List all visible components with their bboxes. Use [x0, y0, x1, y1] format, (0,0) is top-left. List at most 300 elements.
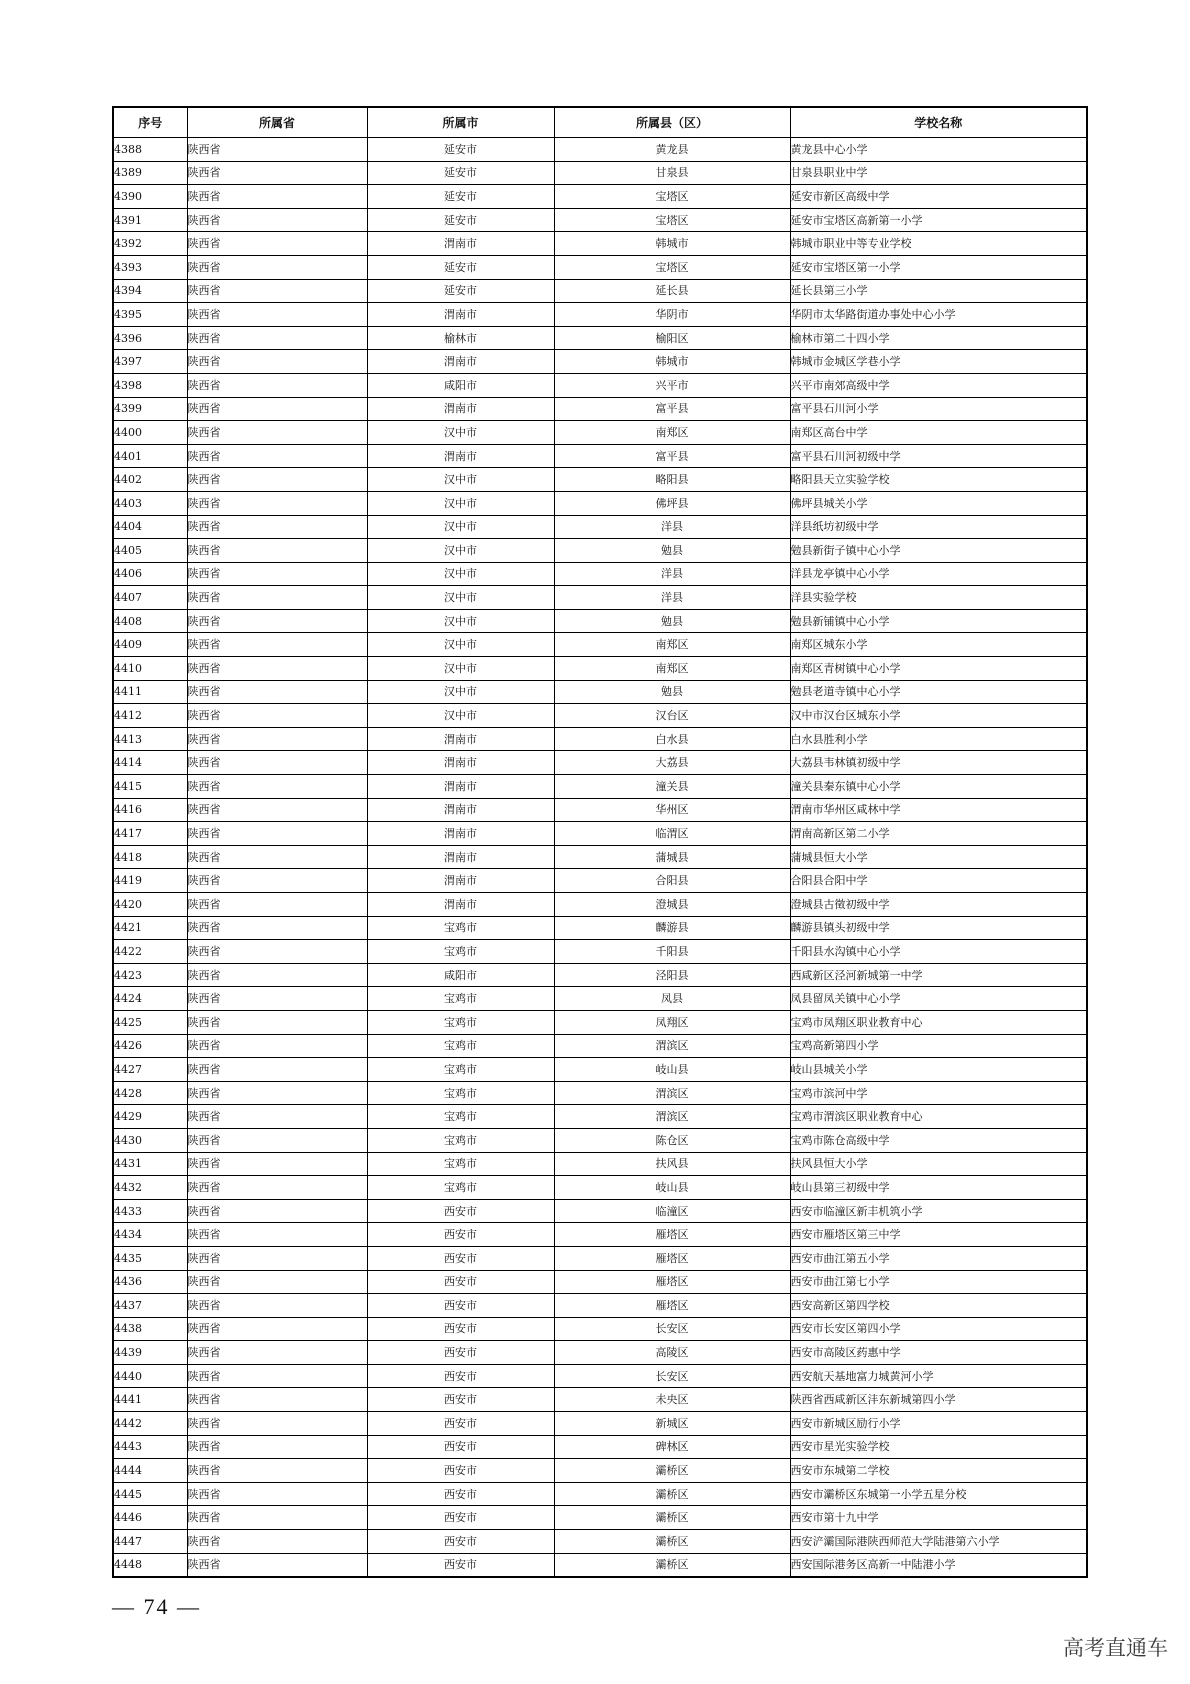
cell-seq: 4396	[113, 326, 187, 350]
table-row	[113, 1010, 1087, 1034]
cell-city: 宝鸡市	[367, 1152, 554, 1176]
table-row	[113, 1034, 1087, 1058]
cell-province: 陕西省	[187, 775, 367, 799]
cell-school-name: 洋县龙亭镇中心小学	[790, 562, 1087, 586]
table-row	[113, 727, 1087, 751]
table-row	[113, 303, 1087, 327]
cell-school-name: 西安市新城区励行小学	[790, 1412, 1087, 1436]
cell-province: 陕西省	[187, 373, 367, 397]
cell-city: 汉中市	[367, 680, 554, 704]
cell-city: 汉中市	[367, 539, 554, 563]
table-row	[113, 491, 1087, 515]
cell-county: 韩城市	[554, 350, 790, 374]
table-row	[113, 1081, 1087, 1105]
cell-province: 陕西省	[187, 1412, 367, 1436]
cell-seq: 4402	[113, 468, 187, 492]
cell-city: 延安市	[367, 208, 554, 232]
cell-county: 华阴市	[554, 303, 790, 327]
cell-province: 陕西省	[187, 1128, 367, 1152]
table-row	[113, 586, 1087, 610]
cell-province: 陕西省	[187, 586, 367, 610]
cell-province: 陕西省	[187, 1435, 367, 1459]
cell-county: 富平县	[554, 397, 790, 421]
cell-city: 渭南市	[367, 350, 554, 374]
cell-school-name: 渭南高新区第二小学	[790, 822, 1087, 846]
cell-county: 潼关县	[554, 775, 790, 799]
cell-school-name: 西安市高陵区药惠中学	[790, 1341, 1087, 1365]
cell-province: 陕西省	[187, 1506, 367, 1530]
cell-city: 延安市	[367, 255, 554, 279]
cell-county: 南郑区	[554, 633, 790, 657]
cell-school-name: 凤县留凤关镇中心小学	[790, 987, 1087, 1011]
cell-school-name: 西安市第十九中学	[790, 1506, 1087, 1530]
cell-province: 陕西省	[187, 680, 367, 704]
cell-province: 陕西省	[187, 397, 367, 421]
cell-county: 延长县	[554, 279, 790, 303]
cell-school-name: 陕西省西咸新区沣东新城第四小学	[790, 1388, 1087, 1412]
cell-province: 陕西省	[187, 468, 367, 492]
cell-seq: 4424	[113, 987, 187, 1011]
cell-county: 雁塔区	[554, 1246, 790, 1270]
cell-city: 西安市	[367, 1530, 554, 1554]
cell-city: 渭南市	[367, 775, 554, 799]
cell-province: 陕西省	[187, 1482, 367, 1506]
cell-school-name: 岐山县城关小学	[790, 1058, 1087, 1082]
cell-county: 临潼区	[554, 1199, 790, 1223]
cell-county: 勉县	[554, 539, 790, 563]
cell-school-name: 大荔县韦林镇初级中学	[790, 751, 1087, 775]
cell-seq: 4416	[113, 798, 187, 822]
cell-seq: 4432	[113, 1176, 187, 1200]
cell-seq: 4391	[113, 208, 187, 232]
cell-county: 凤县	[554, 987, 790, 1011]
cell-city: 西安市	[367, 1199, 554, 1223]
table-row	[113, 208, 1087, 232]
cell-school-name: 西安市曲江第七小学	[790, 1270, 1087, 1294]
cell-city: 汉中市	[367, 704, 554, 728]
cell-seq: 4409	[113, 633, 187, 657]
table-row	[113, 940, 1087, 964]
cell-school-name: 西咸新区泾河新城第一中学	[790, 963, 1087, 987]
table-row	[113, 1364, 1087, 1388]
cell-province: 陕西省	[187, 1270, 367, 1294]
table-row	[113, 1294, 1087, 1318]
cell-school-name: 宝鸡市陈仓高级中学	[790, 1128, 1087, 1152]
cell-county: 宝塔区	[554, 185, 790, 209]
cell-city: 延安市	[367, 279, 554, 303]
cell-school-name: 勉县新街子镇中心小学	[790, 539, 1087, 563]
cell-province: 陕西省	[187, 1530, 367, 1554]
cell-school-name: 西安航天基地富力城黄河小学	[790, 1364, 1087, 1388]
table-row	[113, 1412, 1087, 1436]
table-row	[113, 232, 1087, 256]
cell-city: 汉中市	[367, 633, 554, 657]
cell-school-name: 延安市新区高级中学	[790, 185, 1087, 209]
cell-city: 西安市	[367, 1412, 554, 1436]
table-row	[113, 1435, 1087, 1459]
table-row	[113, 1388, 1087, 1412]
cell-seq: 4441	[113, 1388, 187, 1412]
table-row	[113, 822, 1087, 846]
cell-seq: 4422	[113, 940, 187, 964]
cell-city: 西安市	[367, 1223, 554, 1247]
cell-seq: 4444	[113, 1459, 187, 1483]
cell-city: 宝鸡市	[367, 1128, 554, 1152]
cell-city: 汉中市	[367, 586, 554, 610]
table-row	[113, 1482, 1087, 1506]
cell-county: 泾阳县	[554, 963, 790, 987]
cell-county: 渭滨区	[554, 1081, 790, 1105]
cell-school-name: 延长县第三小学	[790, 279, 1087, 303]
table-row	[113, 185, 1087, 209]
cell-city: 汉中市	[367, 421, 554, 445]
table-row	[113, 1553, 1087, 1577]
cell-province: 陕西省	[187, 515, 367, 539]
cell-city: 西安市	[367, 1270, 554, 1294]
cell-seq: 4433	[113, 1199, 187, 1223]
cell-city: 渭南市	[367, 822, 554, 846]
cell-seq: 4429	[113, 1105, 187, 1129]
cell-seq: 4419	[113, 869, 187, 893]
cell-school-name: 韩城市职业中等专业学校	[790, 232, 1087, 256]
table-row	[113, 1317, 1087, 1341]
cell-province: 陕西省	[187, 491, 367, 515]
cell-county: 大荔县	[554, 751, 790, 775]
cell-county: 渭滨区	[554, 1105, 790, 1129]
cell-province: 陕西省	[187, 1459, 367, 1483]
cell-seq: 4413	[113, 727, 187, 751]
cell-province: 陕西省	[187, 303, 367, 327]
cell-seq: 4436	[113, 1270, 187, 1294]
table-row	[113, 916, 1087, 940]
cell-province: 陕西省	[187, 609, 367, 633]
cell-province: 陕西省	[187, 893, 367, 917]
cell-seq: 4389	[113, 161, 187, 185]
cell-city: 宝鸡市	[367, 1105, 554, 1129]
cell-city: 西安市	[367, 1435, 554, 1459]
cell-seq: 4439	[113, 1341, 187, 1365]
cell-province: 陕西省	[187, 539, 367, 563]
cell-seq: 4398	[113, 373, 187, 397]
cell-county: 榆阳区	[554, 326, 790, 350]
cell-school-name: 澄城县古徵初级中学	[790, 893, 1087, 917]
table-row	[113, 869, 1087, 893]
cell-city: 汉中市	[367, 562, 554, 586]
cell-city: 渭南市	[367, 798, 554, 822]
cell-school-name: 扶风县恒大小学	[790, 1152, 1087, 1176]
header-county: 所属县（区）	[554, 107, 790, 138]
cell-province: 陕西省	[187, 633, 367, 657]
cell-county: 渭滨区	[554, 1034, 790, 1058]
cell-province: 陕西省	[187, 279, 367, 303]
cell-school-name: 略阳县天立实验学校	[790, 468, 1087, 492]
cell-province: 陕西省	[187, 326, 367, 350]
cell-county: 南郑区	[554, 657, 790, 681]
cell-school-name: 黄龙县中心小学	[790, 138, 1087, 162]
cell-seq: 4443	[113, 1435, 187, 1459]
cell-city: 延安市	[367, 138, 554, 162]
cell-province: 陕西省	[187, 1294, 367, 1318]
table-body	[113, 138, 1087, 1578]
header-school-name: 学校名称	[790, 107, 1087, 138]
cell-city: 西安市	[367, 1317, 554, 1341]
cell-province: 陕西省	[187, 1034, 367, 1058]
cell-province: 陕西省	[187, 1317, 367, 1341]
cell-city: 渭南市	[367, 751, 554, 775]
cell-province: 陕西省	[187, 421, 367, 445]
table-row	[113, 1459, 1087, 1483]
cell-city: 汉中市	[367, 657, 554, 681]
cell-city: 宝鸡市	[367, 1081, 554, 1105]
cell-county: 南郑区	[554, 421, 790, 445]
cell-school-name: 富平县石川河小学	[790, 397, 1087, 421]
cell-city: 渭南市	[367, 397, 554, 421]
cell-seq: 4403	[113, 491, 187, 515]
cell-county: 长安区	[554, 1364, 790, 1388]
table-row	[113, 775, 1087, 799]
cell-province: 陕西省	[187, 1553, 367, 1577]
cell-seq: 4421	[113, 916, 187, 940]
cell-seq: 4399	[113, 397, 187, 421]
cell-county: 新城区	[554, 1412, 790, 1436]
cell-county: 洋县	[554, 586, 790, 610]
cell-province: 陕西省	[187, 1105, 367, 1129]
table-row	[113, 350, 1087, 374]
cell-city: 渭南市	[367, 303, 554, 327]
cell-seq: 4400	[113, 421, 187, 445]
cell-province: 陕西省	[187, 1246, 367, 1270]
header-province: 所属省	[187, 107, 367, 138]
table-row	[113, 633, 1087, 657]
cell-seq: 4440	[113, 1364, 187, 1388]
cell-seq: 4406	[113, 562, 187, 586]
cell-school-name: 西安市曲江第五小学	[790, 1246, 1087, 1270]
cell-province: 陕西省	[187, 562, 367, 586]
table-row	[113, 279, 1087, 303]
cell-county: 凤翔区	[554, 1010, 790, 1034]
cell-school-name: 甘泉县职业中学	[790, 161, 1087, 185]
cell-province: 陕西省	[187, 1081, 367, 1105]
cell-province: 陕西省	[187, 798, 367, 822]
cell-county: 未央区	[554, 1388, 790, 1412]
cell-seq: 4393	[113, 255, 187, 279]
table-row	[113, 798, 1087, 822]
cell-city: 宝鸡市	[367, 1058, 554, 1082]
cell-province: 陕西省	[187, 1152, 367, 1176]
cell-province: 陕西省	[187, 161, 367, 185]
table-row	[113, 1128, 1087, 1152]
table-row	[113, 680, 1087, 704]
cell-seq: 4418	[113, 845, 187, 869]
cell-city: 渭南市	[367, 727, 554, 751]
cell-seq: 4390	[113, 185, 187, 209]
table-row	[113, 1152, 1087, 1176]
cell-school-name: 岐山县第三初级中学	[790, 1176, 1087, 1200]
cell-county: 岐山县	[554, 1176, 790, 1200]
table-row	[113, 1506, 1087, 1530]
cell-county: 澄城县	[554, 893, 790, 917]
cell-city: 汉中市	[367, 468, 554, 492]
cell-city: 宝鸡市	[367, 1010, 554, 1034]
cell-seq: 4448	[113, 1553, 187, 1577]
cell-province: 陕西省	[187, 822, 367, 846]
cell-city: 咸阳市	[367, 373, 554, 397]
cell-seq: 4430	[113, 1128, 187, 1152]
cell-school-name: 榆林市第二十四小学	[790, 326, 1087, 350]
cell-school-name: 宝鸡市滨河中学	[790, 1081, 1087, 1105]
cell-province: 陕西省	[187, 1223, 367, 1247]
cell-seq: 4392	[113, 232, 187, 256]
cell-school-name: 华阴市太华路街道办事处中心小学	[790, 303, 1087, 327]
cell-city: 西安市	[367, 1364, 554, 1388]
cell-province: 陕西省	[187, 208, 367, 232]
cell-city: 宝鸡市	[367, 916, 554, 940]
cell-city: 咸阳市	[367, 963, 554, 987]
cell-school-name: 西安市长安区第四小学	[790, 1317, 1087, 1341]
cell-province: 陕西省	[187, 1010, 367, 1034]
table-row	[113, 1341, 1087, 1365]
table-row	[113, 751, 1087, 775]
cell-seq: 4446	[113, 1506, 187, 1530]
cell-seq: 4401	[113, 444, 187, 468]
cell-province: 陕西省	[187, 704, 367, 728]
table-row	[113, 539, 1087, 563]
table-row	[113, 987, 1087, 1011]
table-row	[113, 1270, 1087, 1294]
cell-county: 佛坪县	[554, 491, 790, 515]
cell-county: 岐山县	[554, 1058, 790, 1082]
table-row	[113, 562, 1087, 586]
cell-school-name: 延安市宝塔区高新第一小学	[790, 208, 1087, 232]
header-seq: 序号	[113, 107, 187, 138]
cell-city: 延安市	[367, 161, 554, 185]
cell-seq: 4407	[113, 586, 187, 610]
cell-school-name: 西安市临潼区新丰机筑小学	[790, 1199, 1087, 1223]
cell-school-name: 合阳县合阳中学	[790, 869, 1087, 893]
cell-city: 渭南市	[367, 444, 554, 468]
cell-province: 陕西省	[187, 940, 367, 964]
cell-county: 洋县	[554, 562, 790, 586]
cell-county: 略阳县	[554, 468, 790, 492]
cell-city: 西安市	[367, 1553, 554, 1577]
cell-county: 兴平市	[554, 373, 790, 397]
cell-school-name: 西安高新区第四学校	[790, 1294, 1087, 1318]
table-row	[113, 893, 1087, 917]
cell-seq: 4388	[113, 138, 187, 162]
cell-county: 千阳县	[554, 940, 790, 964]
cell-school-name: 汉中市汉台区城东小学	[790, 704, 1087, 728]
cell-school-name: 白水县胜利小学	[790, 727, 1087, 751]
cell-school-name: 兴平市南郊高级中学	[790, 373, 1087, 397]
cell-province: 陕西省	[187, 1364, 367, 1388]
cell-city: 延安市	[367, 185, 554, 209]
cell-province: 陕西省	[187, 1199, 367, 1223]
table-row	[113, 138, 1087, 162]
cell-city: 汉中市	[367, 491, 554, 515]
watermark-text: 高考直通车	[1063, 1636, 1168, 1660]
table-row	[113, 1176, 1087, 1200]
cell-county: 灞桥区	[554, 1553, 790, 1577]
cell-county: 麟游县	[554, 916, 790, 940]
cell-county: 扶风县	[554, 1152, 790, 1176]
cell-county: 灞桥区	[554, 1459, 790, 1483]
cell-city: 宝鸡市	[367, 940, 554, 964]
cell-seq: 4423	[113, 963, 187, 987]
cell-county: 雁塔区	[554, 1223, 790, 1247]
cell-city: 西安市	[367, 1482, 554, 1506]
cell-county: 汉台区	[554, 704, 790, 728]
cell-city: 宝鸡市	[367, 987, 554, 1011]
cell-province: 陕西省	[187, 350, 367, 374]
table-row	[113, 609, 1087, 633]
cell-city: 西安市	[367, 1341, 554, 1365]
cell-seq: 4447	[113, 1530, 187, 1554]
cell-county: 灞桥区	[554, 1482, 790, 1506]
cell-city: 汉中市	[367, 515, 554, 539]
cell-province: 陕西省	[187, 185, 367, 209]
cell-school-name: 南郑区城东小学	[790, 633, 1087, 657]
cell-seq: 4415	[113, 775, 187, 799]
cell-school-name: 西安国际港务区高新一中陆港小学	[790, 1553, 1087, 1577]
cell-seq: 4394	[113, 279, 187, 303]
table-row	[113, 373, 1087, 397]
cell-seq: 4397	[113, 350, 187, 374]
table-row	[113, 1058, 1087, 1082]
table-row	[113, 963, 1087, 987]
cell-school-name: 延安市宝塔区第一小学	[790, 255, 1087, 279]
table-row	[113, 1530, 1087, 1554]
cell-seq: 4438	[113, 1317, 187, 1341]
cell-city: 渭南市	[367, 869, 554, 893]
cell-county: 宝塔区	[554, 208, 790, 232]
cell-province: 陕西省	[187, 869, 367, 893]
cell-seq: 4410	[113, 657, 187, 681]
cell-seq: 4405	[113, 539, 187, 563]
cell-city: 西安市	[367, 1246, 554, 1270]
cell-province: 陕西省	[187, 255, 367, 279]
cell-seq: 4417	[113, 822, 187, 846]
cell-county: 韩城市	[554, 232, 790, 256]
cell-county: 富平县	[554, 444, 790, 468]
cell-province: 陕西省	[187, 1341, 367, 1365]
cell-seq: 4420	[113, 893, 187, 917]
cell-city: 西安市	[367, 1459, 554, 1483]
cell-county: 宝塔区	[554, 255, 790, 279]
cell-seq: 4431	[113, 1152, 187, 1176]
cell-city: 宝鸡市	[367, 1176, 554, 1200]
cell-seq: 4442	[113, 1412, 187, 1436]
cell-province: 陕西省	[187, 232, 367, 256]
table-row	[113, 468, 1087, 492]
cell-county: 灞桥区	[554, 1506, 790, 1530]
cell-seq: 4395	[113, 303, 187, 327]
cell-county: 黄龙县	[554, 138, 790, 162]
cell-county: 合阳县	[554, 869, 790, 893]
cell-school-name: 富平县石川河初级中学	[790, 444, 1087, 468]
cell-school-name: 韩城市金城区学巷小学	[790, 350, 1087, 374]
cell-county: 蒲城县	[554, 845, 790, 869]
cell-seq: 4426	[113, 1034, 187, 1058]
cell-seq: 4437	[113, 1294, 187, 1318]
cell-school-name: 洋县实验学校	[790, 586, 1087, 610]
table-row	[113, 1105, 1087, 1129]
cell-school-name: 勉县老道寺镇中心小学	[790, 680, 1087, 704]
table-row	[113, 421, 1087, 445]
cell-seq: 4435	[113, 1246, 187, 1270]
cell-county: 临渭区	[554, 822, 790, 846]
cell-city: 渭南市	[367, 893, 554, 917]
cell-county: 勉县	[554, 680, 790, 704]
